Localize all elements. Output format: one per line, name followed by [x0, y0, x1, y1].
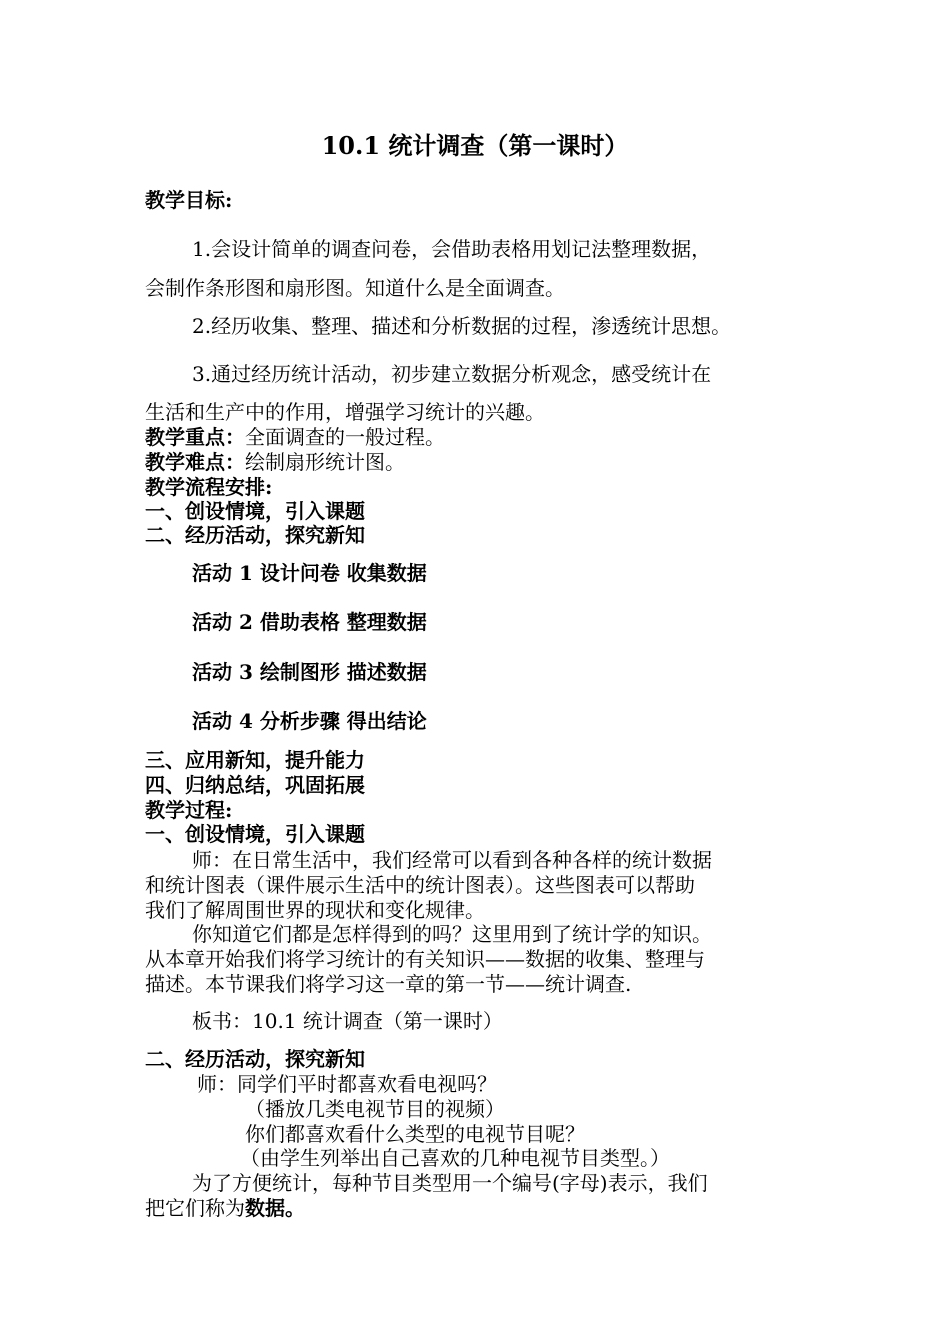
section-2-line-2: （播放几类电视节目的视频） — [245, 1097, 505, 1121]
activity-4: 活动 4 分析步骤 得出结论 — [192, 709, 427, 733]
process-section-1-heading: 一、创设情境，引入课题 — [145, 822, 365, 846]
activity-3: 活动 3 绘制图形 描述数据 — [192, 660, 427, 684]
section-2-line-3: 你们都喜欢看什么类型的电视节目呢？ — [245, 1122, 585, 1146]
page-title: 10.1 统计调查（第一课时） — [321, 131, 629, 160]
objective-1-line-1: 1.会设计简单的调查问卷，会借助表格用划记法整理数据， — [192, 237, 712, 261]
process-heading: 教学过程: — [145, 798, 233, 822]
paragraph-1-line-3: 我们了解周围世界的现状和变化规律。 — [145, 898, 485, 922]
process-section-2-heading: 二、经历活动，探究新知 — [145, 1047, 365, 1071]
paragraph-2-line-3: 描述。本节课我们将学习这一章的第一节——统计调查. — [145, 972, 632, 996]
paragraph-1-line-2: 和统计图表（课件展示生活中的统计图表）。这些图表可以帮助 — [145, 873, 695, 897]
board-note: 板书：10.1 统计调查（第一课时） — [192, 1009, 503, 1033]
objective-2: 2.经历收集、整理、描述和分析数据的过程，渗透统计思想。 — [192, 314, 732, 338]
difficulty-text: 绘制扇形统计图。 — [245, 450, 405, 474]
objectives-heading: 教学目标: — [145, 188, 233, 212]
objective-3-line-1: 3.通过经历统计活动，初步建立数据分析观念，感受统计在 — [192, 362, 712, 386]
flow-step-4: 四、归纳总结，巩固拓展 — [145, 773, 365, 797]
paragraph-1-line-1: 师：在日常生活中，我们经常可以看到各种各样的统计数据 — [192, 848, 712, 872]
data-term: 数据。 — [245, 1196, 305, 1220]
flow-step-1: 一、创设情境，引入课题 — [145, 499, 365, 523]
objective-1-line-2: 会制作条形图和扇形图。知道什么是全面调查。 — [145, 276, 565, 300]
objective-3-line-2: 生活和生产中的作用，增强学习统计的兴趣。 — [145, 400, 545, 424]
flow-step-3: 三、应用新知，提升能力 — [145, 748, 365, 772]
section-2-line-4: （由学生列举出自己喜欢的几种电视节目类型。） — [240, 1146, 670, 1170]
section-2-line-6-text: 把它们称为 — [145, 1196, 245, 1220]
key-point-text: 全面调查的一般过程。 — [245, 425, 445, 449]
key-point — [145, 424, 445, 450]
difficulty-label: 教学难点： — [145, 450, 245, 474]
difficulty — [145, 449, 405, 475]
activity-1: 活动 1 设计问卷 收集数据 — [192, 561, 427, 585]
section-2-line-5: 为了方便统计，每种节目类型用一个编号(字母)表示，我们 — [192, 1171, 708, 1195]
section-2-line-6 — [145, 1195, 305, 1221]
section-2-line-1: 师：同学们平时都喜欢看电视吗？ — [197, 1072, 497, 1096]
key-point-label: 教学重点： — [145, 425, 245, 449]
activity-2: 活动 2 借助表格 整理数据 — [192, 610, 427, 634]
paragraph-2-line-1: 你知道它们都是怎样得到的吗？这里用到了统计学的知识。 — [192, 922, 712, 946]
flow-heading: 教学流程安排: — [145, 475, 273, 499]
flow-step-2: 二、经历活动，探究新知 — [145, 523, 365, 547]
paragraph-2-line-2: 从本章开始我们将学习统计的有关知识——数据的收集、整理与 — [145, 947, 705, 971]
